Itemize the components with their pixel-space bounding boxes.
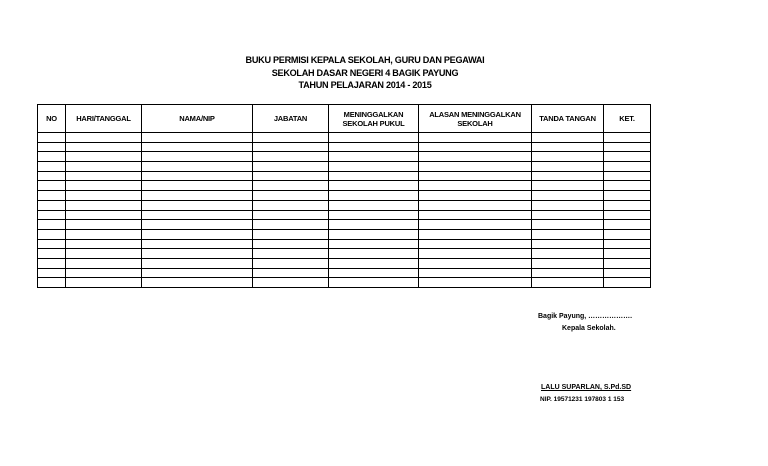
header-ket: KET.	[604, 105, 651, 133]
table-cell	[253, 278, 329, 288]
table-cell	[604, 268, 651, 278]
table-row	[38, 239, 651, 249]
header-nama-nip: NAMA/NIP	[142, 105, 253, 133]
table-cell	[419, 200, 532, 210]
table-cell	[38, 249, 66, 259]
table-cell	[142, 171, 253, 181]
table-cell	[66, 142, 142, 152]
table-cell	[66, 258, 142, 268]
table-cell	[604, 249, 651, 259]
table-cell	[532, 220, 604, 230]
table-row	[38, 220, 651, 230]
table-cell	[532, 191, 604, 201]
table-cell	[66, 133, 142, 143]
table-cell	[38, 229, 66, 239]
title-line-3: TAHUN PELAJARAN 2014 - 2015	[298, 80, 432, 91]
table-cell	[419, 278, 532, 288]
table-cell	[142, 249, 253, 259]
table-cell	[142, 162, 253, 172]
table-cell	[604, 239, 651, 249]
table-cell	[38, 133, 66, 143]
header-alasan: ALASAN MENINGGALKAN SEKOLAH	[419, 105, 532, 133]
table-cell	[66, 229, 142, 239]
table-cell	[66, 249, 142, 259]
table-cell	[532, 249, 604, 259]
table-cell	[532, 162, 604, 172]
table-row	[38, 152, 651, 162]
table-row	[38, 171, 651, 181]
table-cell	[66, 210, 142, 220]
table-cell	[38, 162, 66, 172]
table-cell	[38, 152, 66, 162]
header-hari-tanggal: HARI/TANGGAL	[66, 105, 142, 133]
table-row	[38, 249, 651, 259]
table-row	[38, 191, 651, 201]
table-cell	[142, 220, 253, 230]
table-row	[38, 133, 651, 143]
table-cell	[142, 133, 253, 143]
table-cell	[253, 239, 329, 249]
table-cell	[253, 133, 329, 143]
table-cell	[329, 200, 419, 210]
table-cell	[142, 152, 253, 162]
table-cell	[66, 152, 142, 162]
table-cell	[253, 171, 329, 181]
table-cell	[38, 142, 66, 152]
table-row	[38, 200, 651, 210]
table-cell	[419, 171, 532, 181]
table-cell	[66, 239, 142, 249]
table-cell	[329, 210, 419, 220]
table-cell	[532, 133, 604, 143]
table-cell	[38, 278, 66, 288]
table-cell	[38, 171, 66, 181]
table-cell	[329, 142, 419, 152]
table-cell	[329, 152, 419, 162]
table-cell	[532, 200, 604, 210]
table-cell	[329, 191, 419, 201]
signature-role: Kepala Sekolah.	[562, 325, 616, 332]
table-cell	[66, 200, 142, 210]
table-cell	[66, 171, 142, 181]
table-cell	[329, 278, 419, 288]
table-cell	[142, 142, 253, 152]
table-cell	[329, 268, 419, 278]
table-cell	[142, 239, 253, 249]
table-cell	[253, 142, 329, 152]
table-cell	[604, 229, 651, 239]
permit-table	[37, 104, 651, 288]
table-cell	[329, 181, 419, 191]
table-cell	[253, 220, 329, 230]
table-cell	[142, 278, 253, 288]
table-cell	[142, 210, 253, 220]
table-cell	[329, 249, 419, 259]
table-cell	[38, 200, 66, 210]
table-cell	[66, 220, 142, 230]
table-cell	[66, 191, 142, 201]
table-cell	[38, 258, 66, 268]
table-cell	[142, 268, 253, 278]
table-cell	[142, 258, 253, 268]
table-cell	[532, 268, 604, 278]
table-cell	[419, 258, 532, 268]
table-cell	[604, 191, 651, 201]
header-jabatan: JABATAN	[253, 105, 329, 133]
table-row	[38, 229, 651, 239]
table-cell	[419, 142, 532, 152]
table-cell	[329, 171, 419, 181]
table-cell	[532, 171, 604, 181]
table-cell	[604, 210, 651, 220]
table-cell	[604, 258, 651, 268]
table-cell	[253, 249, 329, 259]
table-cell	[419, 229, 532, 239]
signature-name: LALU SUPARLAN, S.Pd.SD	[541, 384, 632, 391]
table-cell	[604, 171, 651, 181]
table-cell	[329, 239, 419, 249]
signature-nip: NIP. 19571231 197803 1 153	[540, 396, 625, 403]
table-cell	[253, 258, 329, 268]
header-no: NO	[38, 105, 66, 133]
table-cell	[253, 181, 329, 191]
table-cell	[604, 142, 651, 152]
table-row	[38, 278, 651, 288]
table-cell	[532, 142, 604, 152]
table-cell	[38, 191, 66, 201]
table-cell	[253, 191, 329, 201]
table-cell	[604, 133, 651, 143]
table-cell	[604, 181, 651, 191]
table-cell	[532, 229, 604, 239]
table-cell	[253, 210, 329, 220]
table-row	[38, 210, 651, 220]
table-cell	[604, 162, 651, 172]
table-row	[38, 258, 651, 268]
table-cell	[38, 210, 66, 220]
table-cell	[604, 278, 651, 288]
table-cell	[66, 162, 142, 172]
table-cell	[419, 191, 532, 201]
table-cell	[66, 268, 142, 278]
table-cell	[142, 200, 253, 210]
table-cell	[38, 239, 66, 249]
table-cell	[329, 133, 419, 143]
document-title	[0, 55, 730, 93]
table-cell	[532, 278, 604, 288]
table-cell	[604, 152, 651, 162]
table-cell	[38, 220, 66, 230]
title-line-2: SEKOLAH DASAR NEGERI 4 BAGIK PAYUNG	[271, 67, 459, 79]
table-cell	[253, 229, 329, 239]
table-cell	[142, 181, 253, 191]
table-cell	[253, 200, 329, 210]
table-cell	[532, 258, 604, 268]
table-cell	[419, 162, 532, 172]
table-cell	[419, 133, 532, 143]
table-cell	[253, 162, 329, 172]
table-cell	[419, 210, 532, 220]
table-row	[38, 142, 651, 152]
table-cell	[38, 181, 66, 191]
table-cell	[253, 152, 329, 162]
table-cell	[66, 181, 142, 191]
signature-place-date: Bagik Payung, ……………….	[538, 313, 633, 320]
table-cell	[38, 268, 66, 278]
title-line-1: BUKU PERMISI KEPALA SEKOLAH, GURU DAN PEGAWAI	[245, 55, 485, 66]
table-cell	[142, 229, 253, 239]
table-body	[38, 133, 651, 288]
header-meninggalkan-sekolah-pukul: MENINGGALKAN SEKOLAH PUKUL	[329, 105, 419, 133]
table-cell	[419, 152, 532, 162]
table-cell	[532, 152, 604, 162]
table-cell	[253, 268, 329, 278]
table-cell	[329, 220, 419, 230]
table-cell	[419, 220, 532, 230]
table-header-row	[38, 105, 651, 133]
table-cell	[532, 239, 604, 249]
table-row	[38, 268, 651, 278]
table-cell	[604, 200, 651, 210]
table-cell	[419, 239, 532, 249]
table-cell	[532, 210, 604, 220]
table-cell	[419, 268, 532, 278]
table-cell	[329, 229, 419, 239]
table-cell	[532, 181, 604, 191]
table-cell	[329, 162, 419, 172]
table-cell	[329, 258, 419, 268]
table-cell	[419, 181, 532, 191]
table-cell	[419, 249, 532, 259]
table-row	[38, 162, 651, 172]
table-row	[38, 181, 651, 191]
table-cell	[604, 220, 651, 230]
table-cell	[66, 278, 142, 288]
table-cell	[142, 191, 253, 201]
header-tanda-tangan: TANDA TANGAN	[532, 105, 604, 133]
